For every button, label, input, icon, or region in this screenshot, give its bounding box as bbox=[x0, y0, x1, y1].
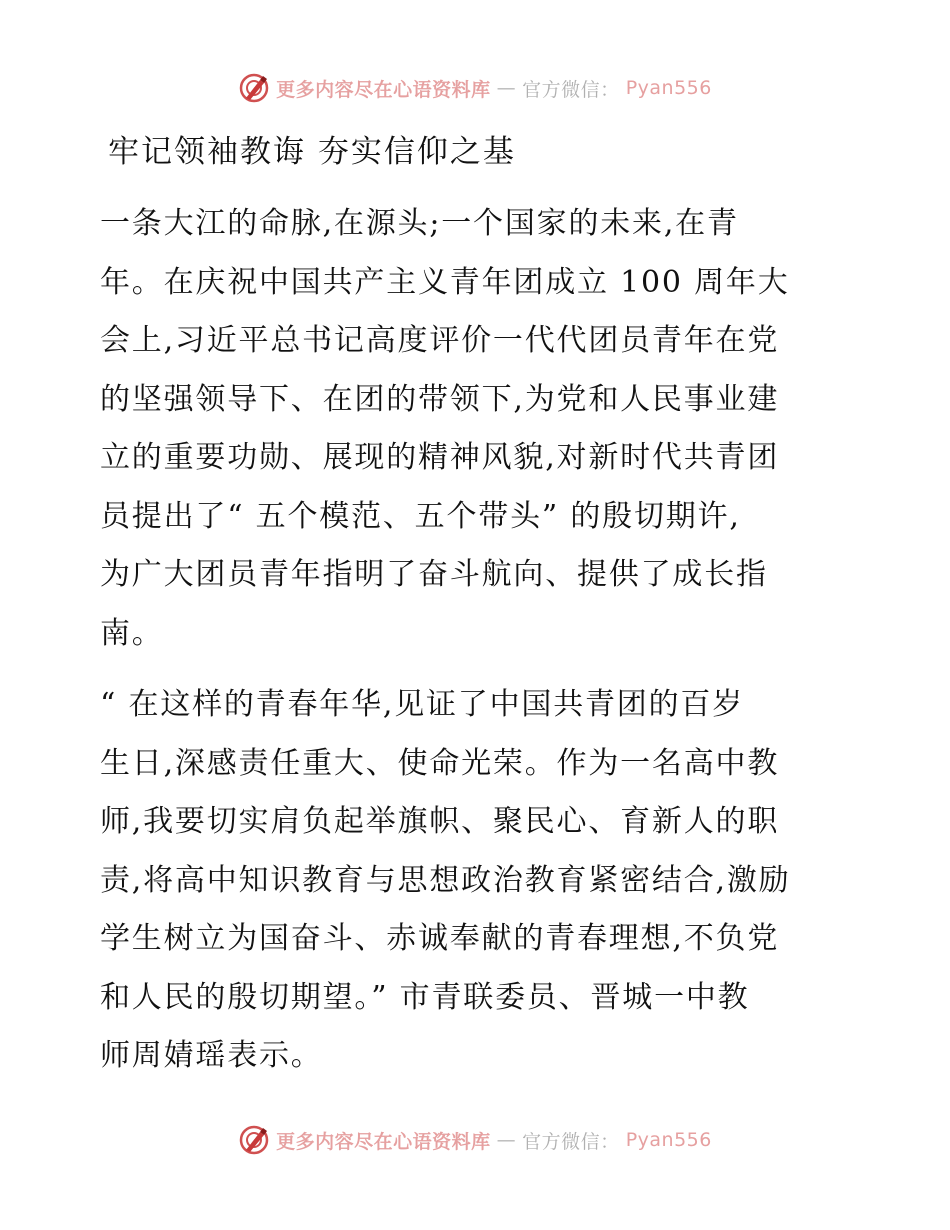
watermark-separator: — bbox=[496, 1129, 517, 1151]
paragraph-line: 和人民的殷切期望。” 市青联委员、晋城一中教 bbox=[100, 979, 750, 1015]
paragraph-line: 责,将高中知识教育与思想政治教育紧密结合,激励 bbox=[100, 862, 791, 898]
document-title: 牢记领袖教诲 夯实信仰之基 bbox=[108, 134, 516, 170]
watermark-wechat-id: Pyan556 bbox=[625, 77, 712, 99]
footer-watermark bbox=[0, 1124, 950, 1156]
paragraph-line: 生日,深感责任重大、使命光荣。作为一名高中教 bbox=[100, 745, 780, 781]
paragraph-line: 师周婧瑶表示。 bbox=[100, 1038, 323, 1073]
paragraph-2 bbox=[100, 676, 860, 1086]
paragraph-line: 的坚强领导下、在团的带领下,为党和人民事业建 bbox=[100, 381, 780, 417]
header-watermark bbox=[0, 72, 950, 104]
watermark-main-text: 更多内容尽在心语资料库 bbox=[276, 78, 491, 101]
pen-logo-icon bbox=[238, 1124, 270, 1156]
watermark-separator: — bbox=[496, 77, 517, 99]
watermark-main-text: 更多内容尽在心语资料库 bbox=[276, 1130, 491, 1153]
paragraph-line: 会上,习近平总书记高度评价一代代团员青年在党 bbox=[100, 323, 780, 358]
watermark-label: 官方微信： bbox=[522, 1130, 620, 1153]
paragraph-line: 南。 bbox=[100, 615, 164, 651]
paragraph-1 bbox=[100, 195, 860, 663]
paragraph-line: “ 在这样的青春年华,见证了中国共青团的百岁 bbox=[100, 687, 745, 722]
watermark-label: 官方微信： bbox=[522, 78, 620, 101]
paragraph-line: 立的重要功勋、展现的精神风貌,对新时代共青团 bbox=[100, 440, 780, 475]
paragraph-line: 一条大江的命脉,在源头;一个国家的未来,在青 bbox=[100, 206, 739, 241]
paragraph-line: 员提出了“ 五个模范、五个带头” 的殷切期许, bbox=[100, 498, 741, 534]
paragraph-line: 师,我要切实肩负起举旗帜、聚民心、育新人的职 bbox=[100, 804, 780, 839]
paragraph-line: 为广大团员青年指明了奋斗航向、提供了成长指 bbox=[100, 557, 768, 592]
watermark-wechat-id: Pyan556 bbox=[625, 1129, 712, 1151]
pen-logo-icon bbox=[238, 72, 270, 104]
paragraph-line: 年。在庆祝中国共产主义青年团成立 100 周年大 bbox=[100, 264, 790, 300]
paragraph-line: 学生树立为国奋斗、赤诚奉献的青春理想,不负党 bbox=[100, 921, 780, 956]
